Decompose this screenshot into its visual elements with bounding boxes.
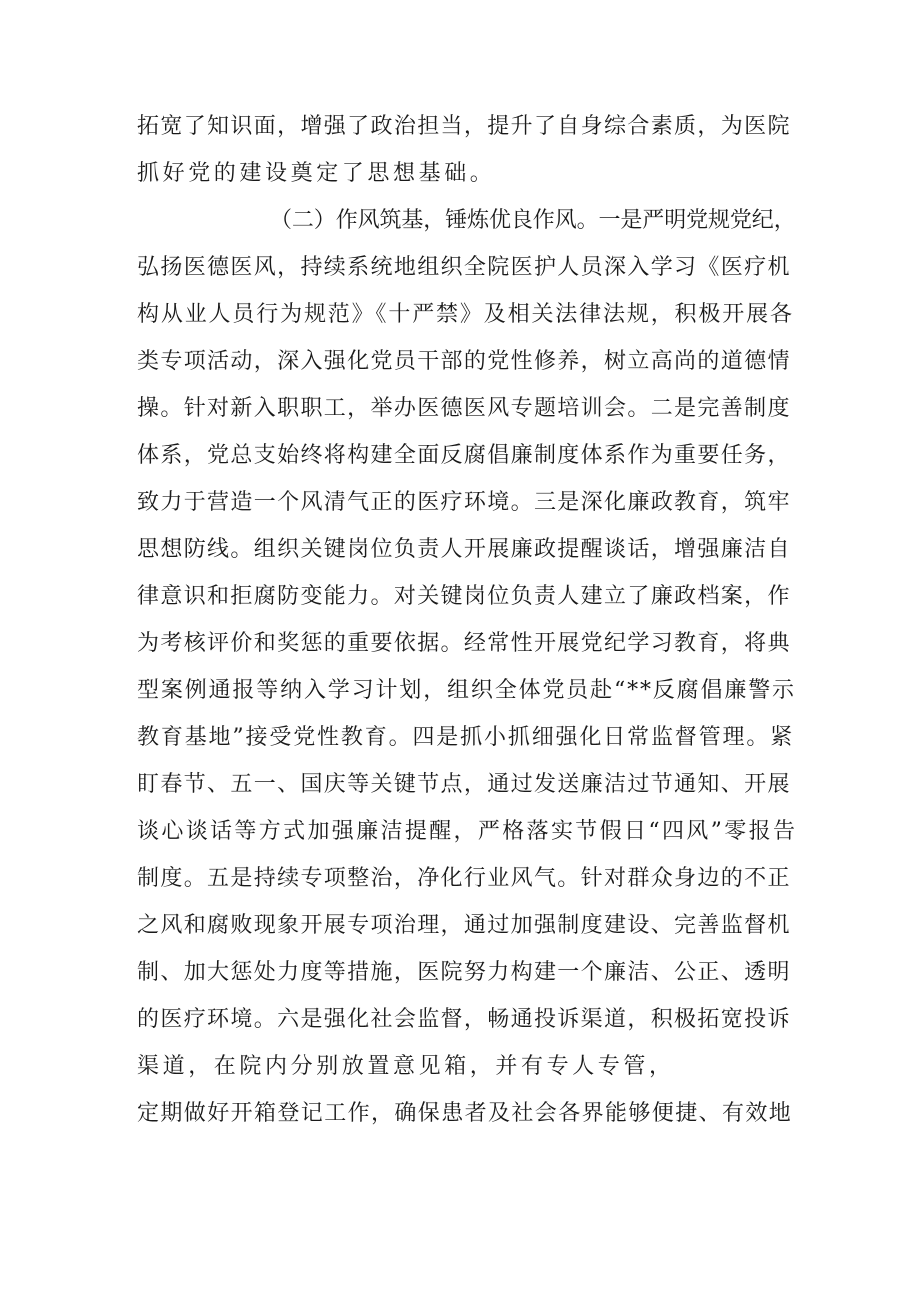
paragraph-line: 教育基地”接受党性教育。四是抓小抓细强化日常监督管理。紧	[137, 725, 795, 750]
paragraph-line: 型案例通报等纳入学习计划，组织全体党员赴“**反腐倡廉警示	[137, 678, 796, 703]
paragraph-line: 盯春节、五一、国庆等关键节点，通过发送廉洁过节通知、开展	[137, 772, 791, 797]
paragraph-line: 之风和腐败现象开展专项治理，通过加强制度建设、完善监督机	[137, 913, 791, 938]
paragraph-line: 抓好党的建设奠定了思想基础。	[137, 161, 496, 186]
paragraph-line: 律意识和拒腐防变能力。对关键岗位负责人建立了廉政档案，作	[137, 584, 791, 609]
paragraph-line: 渠道，在院内分别放置意见箱，并有专人专管，	[137, 1054, 675, 1079]
section-heading-line: （二）作风筑基，锤炼优良作风。一是严明党规党纪，	[270, 208, 796, 233]
paragraph-line: 拓宽了知识面，增强了政治担当，提升了自身综合素质，为医院	[137, 114, 791, 139]
paragraph-line: 思想防线。组织关键岗位负责人开展廉政提醒谈话，增强廉洁自	[137, 537, 791, 562]
paragraph-line: 弘扬医德医风，持续系统地组织全院医护人员深入学习《医疗机	[137, 255, 791, 280]
paragraph-line: 谈心谈话等方式加强廉洁提醒，严格落实节假日“四风”零报告	[137, 819, 798, 844]
paragraph-line: 构从业人员行为规范》《十严禁》及相关法律法规，积极开展各	[137, 302, 794, 327]
paragraph-line: 致力于营造一个风清气正的医疗环境。三是深化廉政教育，筑牢	[137, 490, 791, 515]
paragraph-line: 操。针对新入职职工，举办医德医风专题培训会。二是完善制度	[137, 396, 791, 421]
paragraph-line: 体系，党总支始终将构建全面反腐倡廉制度体系作为重要任务，	[137, 443, 791, 468]
paragraph-line: 为考核评价和奖惩的重要依据。经常性开展党纪学习教育，将典	[137, 631, 791, 656]
paragraph-line: 制、加大惩处力度等措施，医院努力构建一个廉洁、公正、透明	[137, 960, 791, 985]
paragraph-line: 定期做好开箱登记工作，确保患者及社会各界能够便捷、有效地	[137, 1101, 793, 1126]
paragraph-line: 类专项活动，深入强化党员干部的党性修养，树立高尚的道德情	[137, 349, 791, 374]
paragraph-line: 的医疗环境。六是强化社会监督，畅通投诉渠道，积极拓宽投诉	[137, 1007, 791, 1032]
paragraph-line: 制度。五是持续专项整治，净化行业风气。针对群众身边的不正	[137, 866, 791, 891]
